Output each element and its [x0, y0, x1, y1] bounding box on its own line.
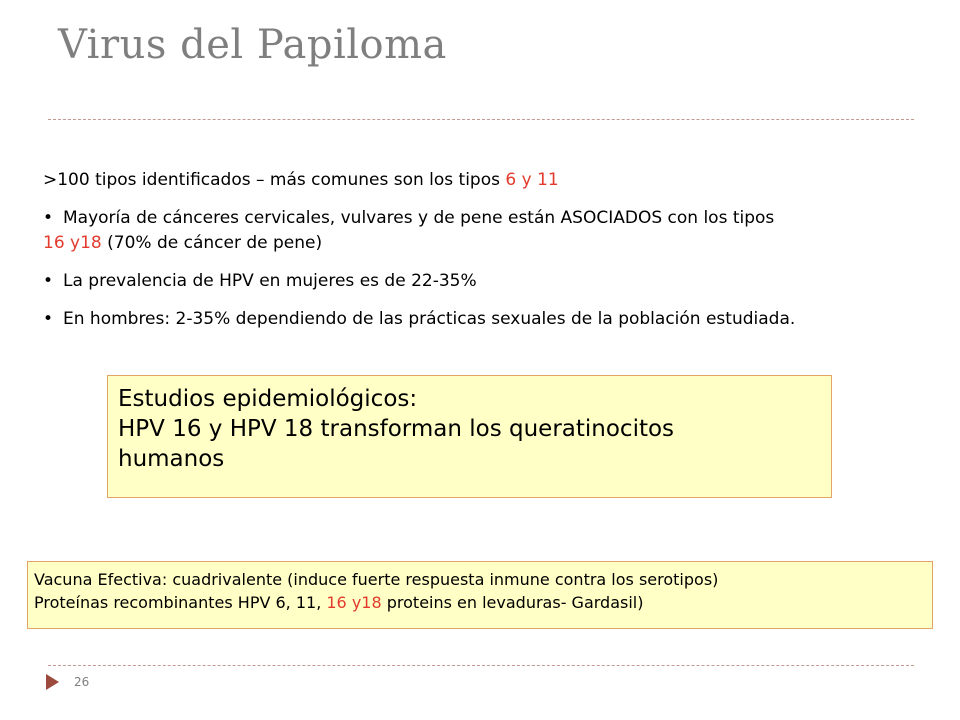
- bullet-dot-icon: •: [43, 208, 54, 228]
- bullet-cancers-suffix: (70% de cáncer de pene): [101, 233, 323, 253]
- vaccine-line-1: Vacuna Efectiva: cuadrivalente (induce fuerte respuesta inmune contra los serotipos): [34, 570, 719, 589]
- page-number: 26: [74, 675, 90, 689]
- bullet-item-cancers: [43, 206, 913, 256]
- slide-title: Virus del Papiloma: [58, 22, 447, 68]
- epidemiology-callout: [107, 375, 832, 498]
- bullet-item-prevalence: [43, 269, 913, 294]
- bullet-dot-icon: •: [43, 309, 54, 329]
- epidemiology-line-2: HPV 16 y HPV 18 transforman los queratinocitos: [118, 416, 675, 442]
- top-divider: [48, 119, 914, 120]
- vaccine-line-2-highlight: 16 y18: [326, 593, 382, 612]
- bullet-men-text: En hombres: 2-35% dependiendo de las prácticas sexuales de la población estudiada.: [63, 309, 796, 329]
- epidemiology-line-3: humanos: [118, 446, 225, 472]
- bottom-divider: [48, 665, 914, 666]
- vaccine-line-2-prefix: Proteínas recombinantes HPV 6, 11,: [34, 593, 327, 612]
- bullet-cancers-highlight: 16 y18: [43, 233, 102, 253]
- vaccine-line-2-suffix: proteins en levaduras- Gardasil): [381, 593, 644, 612]
- slide-body: [43, 168, 913, 345]
- vaccine-line-2: [34, 591, 932, 614]
- types-line: [43, 168, 913, 193]
- bullet-prevalence-text: La prevalencia de HPV en mujeres es de 22-35%: [63, 271, 477, 291]
- types-highlight: 6 y 11: [505, 170, 559, 190]
- vaccine-callout: [27, 561, 933, 629]
- triangle-right-icon: [46, 674, 59, 690]
- epidemiology-line-1: Estudios epidemiológicos:: [118, 386, 418, 412]
- bullet-cancers-text: Mayoría de cánceres cervicales, vulvares y de pene están ASOCIADOS con los tipos: [63, 208, 775, 228]
- bullet-dot-icon: •: [43, 271, 54, 291]
- types-text: >100 tipos identificados – más comunes son los tipos: [43, 170, 506, 190]
- bullet-item-men: [43, 307, 913, 332]
